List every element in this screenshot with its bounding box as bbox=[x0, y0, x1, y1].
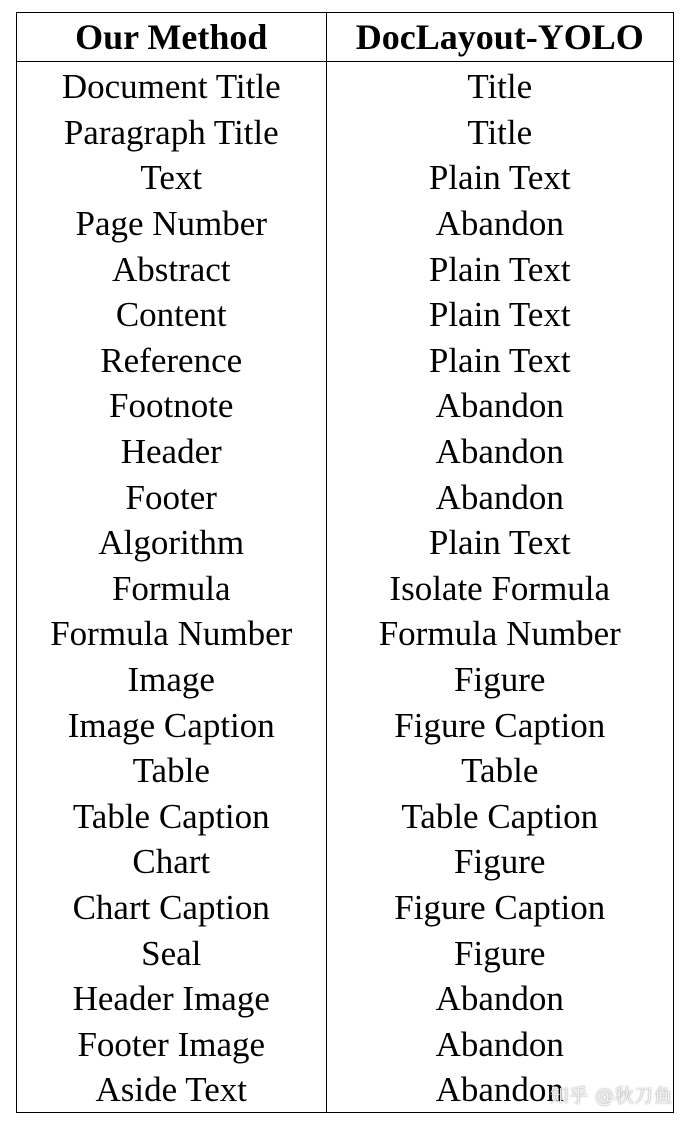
doclayout-yolo-cell: Formula Number bbox=[378, 614, 621, 654]
doclayout-yolo-cell: Abandon bbox=[435, 477, 564, 517]
table-row bbox=[17, 520, 673, 566]
our-method-cell: Image bbox=[17, 657, 326, 703]
our-method-cell: Document Title bbox=[17, 62, 326, 110]
doclayout-yolo-cell: Title bbox=[467, 67, 533, 107]
table-row bbox=[17, 839, 673, 885]
doclayout-yolo-cell: Abandon bbox=[435, 386, 564, 426]
doclayout-yolo-cell: Figure Caption bbox=[394, 887, 606, 927]
header-row bbox=[17, 13, 673, 62]
doclayout-yolo-cell: Table Caption bbox=[401, 796, 599, 836]
table-row bbox=[17, 794, 673, 840]
our-method-cell: Header Image bbox=[17, 976, 326, 1022]
table-row bbox=[17, 62, 673, 110]
table-row bbox=[17, 930, 673, 976]
our-method-cell: Seal bbox=[17, 930, 326, 976]
doclayout-yolo-cell: Abandon bbox=[435, 1070, 564, 1110]
category-mapping-table bbox=[17, 13, 673, 1113]
our-method-cell: Chart bbox=[17, 839, 326, 885]
doclayout-yolo-cell: Abandon bbox=[435, 432, 564, 472]
table-row bbox=[17, 748, 673, 794]
table-row bbox=[17, 474, 673, 520]
our-method-cell: Chart Caption bbox=[17, 885, 326, 931]
table-row bbox=[17, 338, 673, 384]
doclayout-yolo-cell: Plain Text bbox=[428, 340, 571, 380]
doclayout-yolo-cell: Figure Caption bbox=[394, 705, 606, 745]
doclayout-yolo-cell: Figure bbox=[454, 660, 546, 700]
our-method-cell: Text bbox=[17, 155, 326, 201]
our-method-cell: Aside Text bbox=[17, 1067, 326, 1113]
doclayout-yolo-cell: Abandon bbox=[435, 979, 564, 1019]
our-method-cell: Footer bbox=[17, 474, 326, 520]
table-row bbox=[17, 429, 673, 475]
table-row bbox=[17, 155, 673, 201]
our-method-cell: Paragraph Title bbox=[17, 110, 326, 156]
table-row bbox=[17, 1067, 673, 1113]
our-method-cell: Image Caption bbox=[17, 702, 326, 748]
column-header-our-method: Our Method bbox=[17, 13, 326, 62]
our-method-cell: Page Number bbox=[17, 201, 326, 247]
our-method-cell: Footnote bbox=[17, 383, 326, 429]
our-method-cell: Abstract bbox=[17, 246, 326, 292]
table-row bbox=[17, 976, 673, 1022]
table-row bbox=[17, 110, 673, 156]
our-method-cell: Formula bbox=[17, 566, 326, 612]
table-row bbox=[17, 611, 673, 657]
our-method-cell: Algorithm bbox=[17, 520, 326, 566]
doclayout-yolo-cell: Isolate Formula bbox=[389, 568, 611, 608]
our-method-cell: Header bbox=[17, 429, 326, 475]
doclayout-yolo-cell: Plain Text bbox=[428, 249, 571, 289]
our-method-cell: Footer Image bbox=[17, 1021, 326, 1067]
table-row bbox=[17, 246, 673, 292]
doclayout-yolo-cell: Plain Text bbox=[428, 523, 571, 563]
doclayout-yolo-cell: Plain Text bbox=[428, 158, 571, 198]
doclayout-yolo-cell: Abandon bbox=[435, 204, 564, 244]
table-row bbox=[17, 885, 673, 931]
table-row bbox=[17, 657, 673, 703]
doclayout-yolo-cell: Figure bbox=[454, 842, 546, 882]
column-header-doclayout-yolo: DocLayout-YOLO bbox=[326, 13, 673, 62]
doclayout-yolo-cell: Plain Text bbox=[428, 295, 571, 335]
table-row bbox=[17, 702, 673, 748]
doclayout-yolo-cell: Table bbox=[461, 751, 539, 791]
our-method-cell: Reference bbox=[17, 338, 326, 384]
table-row bbox=[17, 383, 673, 429]
mapping-table bbox=[16, 12, 674, 1113]
our-method-cell: Formula Number bbox=[17, 611, 326, 657]
doclayout-yolo-cell: Title bbox=[467, 112, 533, 152]
doclayout-yolo-cell: Abandon bbox=[435, 1024, 564, 1064]
table-row bbox=[17, 201, 673, 247]
doclayout-yolo-cell: Figure bbox=[454, 933, 546, 973]
table-row bbox=[17, 566, 673, 612]
our-method-cell: Content bbox=[17, 292, 326, 338]
our-method-cell: Table bbox=[17, 748, 326, 794]
table-row bbox=[17, 1021, 673, 1067]
table-body bbox=[17, 62, 673, 1113]
our-method-cell: Table Caption bbox=[17, 794, 326, 840]
watermark: 知乎 @秋刀鱼 bbox=[549, 1085, 673, 1107]
table-row bbox=[17, 292, 673, 338]
